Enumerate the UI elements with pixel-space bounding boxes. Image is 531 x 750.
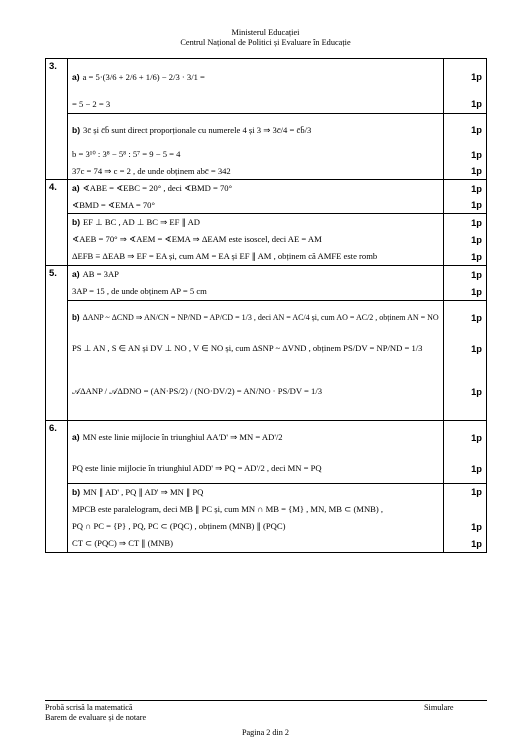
solution-text: PQ ∩ PC = {P} , PQ, PC ⊂ (PQC) , obținem (MNB) ∥ (PQC): [72, 521, 286, 531]
exercise-number: 6.: [46, 421, 68, 553]
solution-text: 37c = 74 ⇒ c = 2 , de unde obținem abc̄ = 342: [72, 165, 231, 176]
subpoint-points: [444, 421, 486, 483]
points-value: 1p: [471, 269, 482, 280]
solution-text: MPCB este paralelogram, deci MB ∥ PC și, cum MN ∩ MB = {M} , MN, MB ⊂ (MNB) ,: [72, 503, 384, 514]
subpoint-block: [68, 213, 443, 265]
exercise-number: 4.: [46, 180, 68, 266]
solution-line: [68, 146, 443, 163]
exercise-row: [46, 59, 487, 180]
solution-text: PQ este linie mijlocie în triunghiul ADD' ⇒ PQ = AD'/2 , deci MN = PQ: [72, 463, 322, 473]
points-value: 1p: [471, 521, 482, 532]
solution-text: PS ⊥ AN , S ∈ AN și DV ⊥ NO , V ∈ NO și, cum ΔSNP ~ ΔVND , obținem PS/DV = NP/ND = 1/3: [72, 343, 423, 353]
points-value: 1p: [471, 251, 482, 262]
subpoint-label: b): [72, 124, 81, 135]
points-column: [444, 266, 487, 421]
subpoint-label: b): [72, 313, 80, 322]
solution-line: [68, 363, 443, 420]
solution-line: [68, 114, 443, 146]
solution-text: ∢ABE = ∢EBC = 20° , deci ∢BMD = 70°: [82, 183, 233, 193]
subpoint-label: b): [72, 486, 81, 497]
points-value: 1p: [471, 234, 482, 245]
points-value: 1p: [471, 217, 482, 228]
solution-text: ΔANP ~ ΔCND ⇒ AN/CN = NP/ND = AP/CD = 1/3 , deci AN = AC/4 și, cum AO = AC/2 , obținem AN = NO: [82, 313, 439, 322]
subpoint-block: [68, 59, 443, 113]
subpoint-points: [444, 213, 486, 265]
solution-line: [68, 248, 443, 265]
subpoint-points: [444, 180, 486, 213]
subpoint-block: [68, 421, 443, 483]
subpoint-points: [444, 483, 486, 552]
points-value: 1p: [471, 386, 482, 397]
points-value: [444, 500, 486, 518]
solution-line: [68, 197, 443, 213]
points-value: 1p: [471, 125, 482, 135]
points-value: 1p: [471, 149, 482, 160]
points-value: 1p: [471, 99, 482, 109]
solution-line: [68, 301, 443, 334]
solution-line: [68, 231, 443, 248]
solution-line: [68, 500, 443, 518]
solution-line: [68, 535, 443, 552]
exercise-solution: [68, 59, 444, 180]
exercise-number: 5.: [46, 266, 68, 421]
points-value: 1p: [471, 487, 482, 497]
solution-line: [68, 163, 443, 179]
solution-line: [68, 180, 443, 197]
subpoint-block: [68, 483, 443, 552]
solution-line: [68, 95, 443, 113]
solution-text: MN ∥ AD' , PQ ∥ AD' ⇒ MN ∥ PQ: [83, 486, 204, 497]
solution-line: [68, 266, 443, 283]
points-value: 1p: [471, 312, 482, 323]
solution-line: [68, 214, 443, 231]
solution-text: MN este linie mijlocie în triunghiul AA'D' ⇒ MN = AD'/2: [82, 432, 283, 442]
solution-text: 3AP = 15 , de unde obținem AP = 5 cm: [72, 286, 207, 296]
subpoint-block: [68, 113, 443, 179]
exercise-solution: [68, 421, 444, 553]
subpoint-block: [68, 300, 443, 420]
footer-title: Barem de evaluare și de notare: [45, 713, 147, 722]
solution-line: [68, 283, 443, 300]
exercise-row: [46, 180, 487, 266]
solution-line: [68, 59, 443, 95]
solution-text: 𝒜ΔANP / 𝒜ΔDNO = (AN·PS/2) / (NO·DV/2) = AN/NO · PS/DV = 1/3: [72, 386, 323, 396]
solution-text: = 5 − 2 = 3: [72, 98, 111, 109]
points-value: 1p: [471, 463, 482, 474]
subpoint-block: [68, 180, 443, 213]
points-value: 1p: [471, 343, 482, 354]
subpoint-block: [68, 266, 443, 300]
points-value: 1p: [471, 72, 482, 82]
header-center: Centrul Național de Politici și Evaluare în Educație: [180, 38, 351, 47]
points-value: 1p: [471, 432, 482, 443]
points-value: 1p: [471, 538, 482, 549]
solution-text: ΔEFB ≡ ΔEAB ⇒ EF = EA și, cum AM = EA și EF ∥ AM , obținem că AMFE este romb: [72, 251, 378, 261]
solution-text: AB = 3AP: [82, 269, 119, 279]
solution-line: [68, 334, 443, 363]
solution-text: CT ⊂ (PQC) ⇒ CT ∥ (MNB): [72, 538, 173, 548]
points-value: 1p: [471, 166, 482, 176]
footer-rule: [45, 700, 487, 701]
subpoint-points: [444, 113, 486, 179]
subpoint-points: [444, 300, 486, 420]
solution-text: ∢BMD = ∢EMA = 70°: [72, 199, 155, 210]
subpoint-label: a): [72, 71, 80, 82]
exercise-solution: [68, 266, 444, 421]
solution-line: [68, 454, 443, 483]
subpoint-points: [444, 59, 486, 113]
points-value: 1p: [471, 183, 482, 194]
points-value: 1p: [471, 200, 482, 210]
solution-text: ∢AEB = 70° ⇒ ∢AEM = ∢EMA ⇒ ΔEAM este isoscel, deci AE = AM: [72, 234, 322, 244]
exercise-number: 3.: [46, 59, 68, 180]
solution-line: [68, 421, 443, 454]
solution-text: 3c̄ și c̄b̄ sunt direct proporționale cu numerele 4 și 3 ⇒ 3c̄/4 = c̄b̄/3: [83, 124, 312, 135]
footer-page-number: Pagina 2 din 2: [241, 728, 290, 737]
grading-table: [45, 58, 487, 553]
points-column: [444, 421, 487, 553]
solution-text: b = 3¹⁰ : 3⁸ − 5⁸ : 5⁷ = 9 − 5 = 4: [72, 149, 181, 159]
solution-text: a = 5·(3/6 + 2/6 + 1/6) − 2/3 · 3/1 =: [82, 71, 205, 82]
solution-text: EF ⊥ BC , AD ⊥ BC ⇒ EF ∥ AD: [83, 217, 200, 227]
subpoint-label: a): [72, 269, 80, 279]
subpoint-label: a): [72, 183, 80, 193]
points-value: 1p: [471, 286, 482, 297]
subpoint-label: b): [72, 217, 81, 227]
exercise-row: [46, 421, 487, 553]
subpoint-points: [444, 266, 486, 300]
solution-line: [68, 484, 443, 500]
subpoint-label: a): [72, 432, 80, 442]
exercise-solution: [68, 180, 444, 266]
points-column: [444, 59, 487, 180]
header-ministry: Ministerul Educației: [231, 28, 300, 37]
footer-subject: Probă scrisă la matematică: [45, 703, 133, 712]
points-column: [444, 180, 487, 266]
exercise-row: [46, 266, 487, 421]
solution-line: [68, 518, 443, 535]
footer-session: Simulare: [424, 703, 454, 712]
